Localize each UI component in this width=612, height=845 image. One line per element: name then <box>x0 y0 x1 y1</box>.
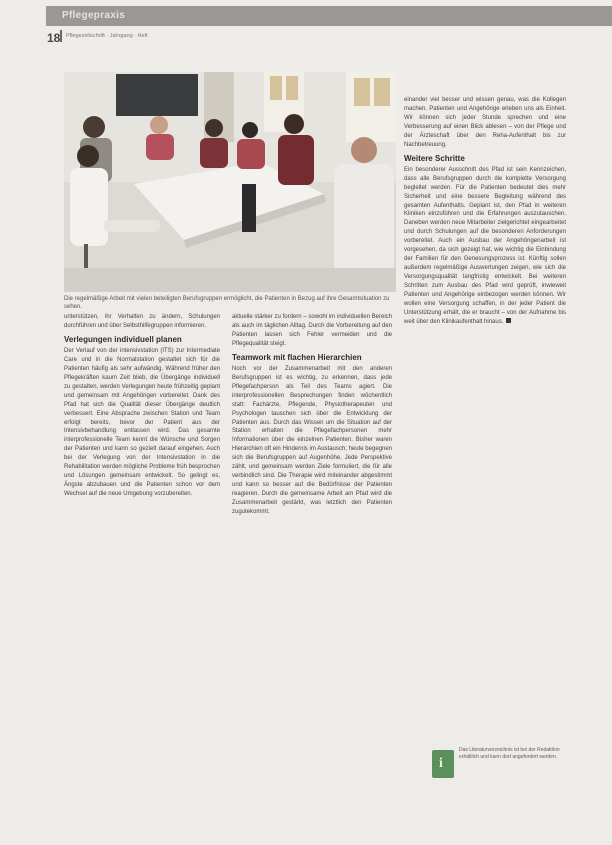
info-box <box>432 747 572 785</box>
end-mark-icon <box>506 318 511 323</box>
column-c <box>404 96 566 327</box>
team-photo <box>64 72 396 292</box>
column-b-body: Noch vor der Zusammenarbeit mit den anderen Berufsgruppen ist es wichtig, zu erkennen, dass jede Pflegefachperson als Teil des Teams agiert. Die interprofessionellen Besprechungen finden wöchentlich statt: Fachärzte, Pflegende, Physiotherapeuten und Psychologen tauschen sich über die Entwicklung der Patienten aus. Durch das Wissen um die Situation auf der Station erhalten die Pflegefachpersonen mehr Informationen über die einzelnen Patienten. Bisher waren Hierarchien oft ein Hindernis im Austausch; heute begegnen sich die Berufsgruppen auf Augenhöhe. Jede Perspektive zählt, und gemeinsam werden Ziele formuliert, die für alle verbindlich sind. Die Therapie wird miteinander abgestimmt und kann so besser auf die Bedürfnisse der Patienten reagieren. Durch die gemeinsame Arbeit am Pfad wird die Zusammenarbeit gestärkt, was letztlich den Patienten zugutekommt. <box>232 365 392 516</box>
header-bar <box>46 6 612 26</box>
section-rubric: Pflegepraxis <box>62 10 126 21</box>
info-book-icon: i <box>432 750 454 778</box>
page-number: 18 <box>47 31 61 45</box>
info-box-text: Das Literaturverzeichnis ist bei der Redaktion erhältlich und kann dort angefordert werden. <box>459 747 560 760</box>
journal-line: Pflegezeitschrift · Jahrgang · Heft <box>66 33 148 39</box>
column-c-lead: einander viel besser und wissen genau, was die Kollegen machen. Patienten und Angehörige erleben uns als Einheit. Wir können sich jeder Stunde sprechen und eine Verbesserung auf einen Blick ablesen – von der Pflege und der Ärzteschaft über den Reha-Aufenthalt bis zur Nachbetreuung. <box>404 97 566 148</box>
column-c-body: Ein besonderer Ausschnitt des Pfad ist sein Kennzeichen, dass alle Berufsgruppen durch die komplette Versorgung begleitet werden. Für die Patienten bedeutet dies mehr Sicherheit und eine bessere Begleitung während des gesamten Aufenthalts. Geplant ist, den Pfad in weiteren Kliniken einzuführen und die Erfahrungen auszutauschen. Daneben werden neue Mitarbeiter zielgerichtet eingearbeitet und durch Schulungen auf die besonderen Anforderungen vorbereitet. Auch ein Ausbau der Angehörigenarbeit ist vorgesehen, da sich gezeigt hat, wie wichtig die Einbindung der Familien für den Genesungsprozess ist. Künftig sollen außerdem regelmäßige Auswertungen zeigen, wie sich die Versorgungsqualität langfristig entwickelt. Bei weiteren Schritten zum Ausbau des Pfad wird geprüft, inwieweit Patienten und Angehörige einbezogen werden können. Wir wollen eine Versorgung schaffen, in der jeder Patient die Unterstützung erhält, die er braucht – von der Aufnahme bis weit über den Klinikaufenthalt hinaus. <box>404 166 566 325</box>
page-number-divider <box>60 30 62 42</box>
column-a-heading: Verlegungen individuell planen <box>64 334 182 344</box>
column-b-intro: aktuelle stärker zu fordern – sowohl im individuellen Bereich als auch im täglichen Alltag. Durch die Vorbereitung auf den Patienten lassen sich Fehler vermeiden und die Pflegequalität steigt. <box>232 314 392 347</box>
column-a-body: Der Verlauf von der intensivstation (ITS) zur Intermediate Care und in die Normalstation gestaltet sich für die Patienten häufig als sehr aufwändig. Während früher den Pflegekräften kaum Zeit blieb, die Übergänge individuell zu gestalten, werden Verlegungen heute frühzeitig geplant und gemeinsam mit Angehörigen vorbereitet. Dank des Pfad hat sich die Qualität dieser Übergänge deutlich verbessert. Eine Absprache zwischen Station und Team erfolgt bereits, bevor der Patient aus der Intensivbehandlung entlassen wird. Das gesamte interprofessionelle Team kennt die Wünsche und Sorgen der Patienten und kann so gezielt darauf eingehen. Auch bei der Verlegung von der Intensivstation in die Rehabilitation werden mögliche Probleme früh besprochen und Lösungen gemeinsam entwickelt. So gelingt es, Ängste abzubauen und die Patienten schon vor dem Wechsel auf die neue Umgebung vorzubereiten. <box>64 347 220 498</box>
column-c-heading: Weitere Schritte <box>404 153 465 163</box>
photo-caption: Die regelmäßige Arbeit mit vielen beteiligten Berufsgruppen ermöglicht, die Patienten in Bezug auf ihre Gesamtsituation zu sehen. <box>64 296 390 310</box>
column-b <box>232 313 392 517</box>
column-b-heading: Teamwork mit flachen Hierarchien <box>232 352 362 362</box>
column-a-intro: unterstützen, ihr Verhalten zu ändern, Schulungen durchführen und über Selbsthilfegruppen informieren. <box>64 314 220 329</box>
column-a <box>64 313 220 499</box>
team-photo-illustration <box>64 72 396 292</box>
